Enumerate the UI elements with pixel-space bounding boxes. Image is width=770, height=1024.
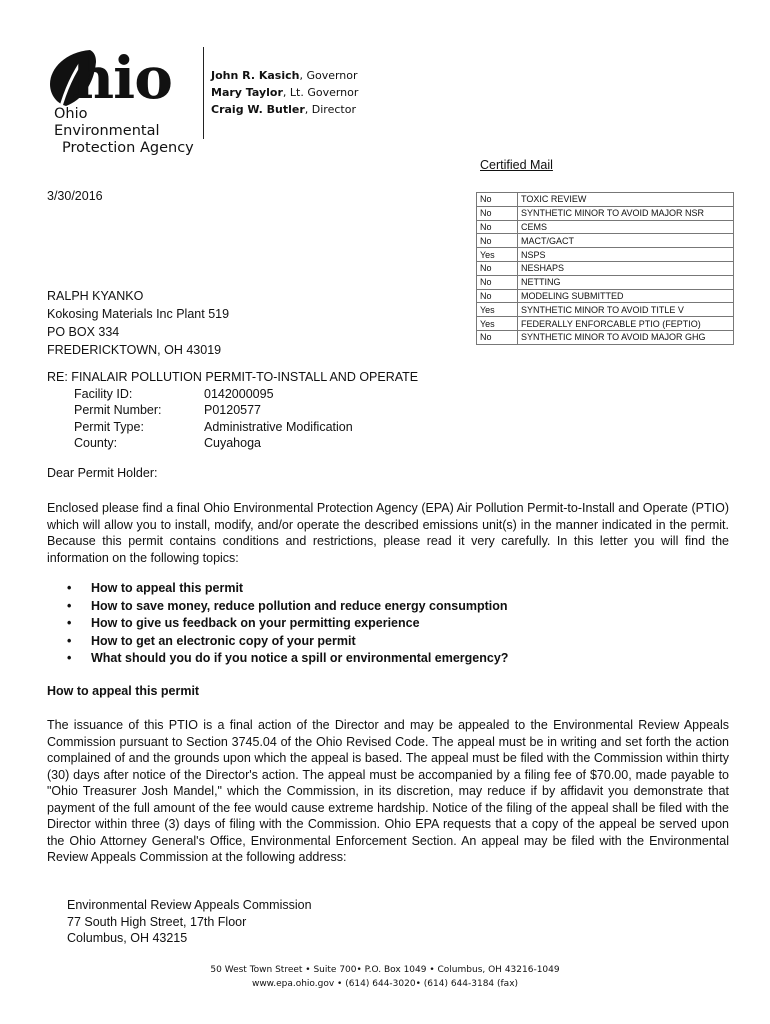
- permit-checklist-table: [476, 192, 734, 345]
- checklist-value: Yes: [477, 303, 518, 317]
- checklist-value: No: [477, 193, 518, 207]
- official-director: Craig W. Butler, Director: [211, 103, 356, 116]
- bullet-icon: •: [67, 633, 72, 648]
- recipient-company: Kokosing Materials Inc Plant 519: [47, 307, 230, 321]
- checklist-row: [477, 206, 734, 220]
- permit-number-value: P0120577: [204, 403, 262, 417]
- checklist-row: [477, 330, 734, 344]
- checklist-row: [477, 275, 734, 289]
- checklist-row: [477, 317, 734, 331]
- checklist-value: No: [477, 261, 518, 275]
- checklist-row: [477, 234, 734, 248]
- permit-type-row: [47, 419, 418, 436]
- topic-text: How to get an electronic copy of your permit: [91, 633, 356, 648]
- checklist-row: [477, 289, 734, 303]
- topic-item: [67, 650, 508, 668]
- permit-number-label: Permit Number:: [74, 403, 162, 417]
- permit-number-row: [47, 402, 418, 419]
- salutation: Dear Permit Holder:: [47, 466, 158, 480]
- bullet-icon: •: [67, 616, 72, 630]
- permit-type-value: Administrative Modification: [204, 419, 353, 434]
- permit-type-label: Permit Type:: [74, 419, 144, 434]
- recipient-address: [47, 287, 229, 359]
- checklist-value: No: [477, 206, 518, 220]
- county-label: County:: [74, 436, 118, 450]
- official-governor: John R. Kasich, Governor: [211, 69, 358, 82]
- re-title: RE: FINALAIR POLLUTION PERMIT-TO-INSTALL AND OPERATE: [47, 370, 419, 384]
- checklist-value: No: [477, 330, 518, 344]
- checklist-row: [477, 303, 734, 317]
- checklist-label: SYNTHETIC MINOR TO AVOID MAJOR NSR: [518, 206, 734, 220]
- bullet-icon: •: [67, 651, 72, 665]
- topic-item: [67, 580, 508, 598]
- checklist-label: NETTING: [518, 275, 734, 289]
- intro-paragraph: Enclosed please find a final Ohio Environmental Protection Agency (EPA) Air Pollution Permit-to-Install and Operate (PTIO) which will allow you to install, modify, and/or operate the described emissions unit(s) in the manner indicated in the permit. Because this permit contains conditions and restrictions, please read it very carefully. In this letter you will find the information on the following topics:: [47, 501, 729, 565]
- facility-id-row: [47, 386, 418, 403]
- checklist-value: No: [477, 234, 518, 248]
- checklist-label: CEMS: [518, 220, 734, 234]
- appeal-heading: How to appeal this permit: [47, 684, 200, 698]
- appeal-paragraph: The issuance of this PTIO is a final action of the Director and may be appealed to the Environmental Review Appeals Commission pursuant to Section 3745.04 of the Ohio Revised Code. The appeal must be in writing and set forth the action complained of and the grounds upon which the appeal is based. The appeal must be filed with the Commission within thirty (30) days after notice of the Director's action. The appeal must be accompanied by a filing fee of $70.00, made payable to "Ohio Treasurer Josh Mandel," which the Commission, in its discretion, may reduce if by affidavit you demonstrate that payment of the full amount of the fee would cause extreme hardship. Notice of the filing of the appeal shall be filed with the Director within three (3) days of filing with the Commission. Ohio EPA requests that a copy of the appeal be served upon the Ohio Attorney General's Office, Environmental Enforcement Section. An appeal may be filed with the Environmental Review Appeals Commission at the following address:: [47, 718, 729, 864]
- checklist-row: [477, 248, 734, 262]
- checklist-value: Yes: [477, 317, 518, 331]
- checklist-label: MACT/GACT: [518, 234, 734, 248]
- county-value: Cuyahoga: [204, 436, 261, 450]
- checklist-label: FEDERALLY ENFORCABLE PTIO (FEPTIO): [518, 317, 734, 331]
- erac-address: [67, 897, 312, 947]
- officials-list: [211, 67, 358, 118]
- topics-list: [67, 580, 508, 668]
- checklist-label: SYNTHETIC MINOR TO AVOID TITLE V: [518, 303, 734, 317]
- page-footer: [0, 963, 770, 991]
- checklist-label: MODELING SUBMITTED: [518, 289, 734, 303]
- topic-text: How to save money, reduce pollution and reduce energy consumption: [91, 598, 508, 613]
- re-block: [47, 369, 418, 452]
- erac-address-line2: 77 South High Street, 17th Floor: [67, 914, 247, 929]
- checklist-row: [477, 261, 734, 275]
- facility-id-value: 0142000095: [204, 386, 274, 401]
- checklist-value: No: [477, 289, 518, 303]
- agency-logo: [44, 44, 194, 156]
- letter-date: 3/30/2016: [47, 189, 103, 203]
- agency-name-line1: Ohio Environmental: [54, 106, 160, 139]
- checklist-label: NSPS: [518, 248, 734, 262]
- checklist-value: No: [477, 220, 518, 234]
- topic-item: [67, 615, 508, 633]
- topic-text: What should you do if you notice a spill or environmental emergency?: [91, 651, 509, 665]
- footer-address: 50 West Town Street • Suite 700• P.O. Box 1049 • Columbus, OH 43216-1049: [210, 965, 560, 975]
- recipient-po-box: PO BOX 334: [47, 325, 120, 339]
- topic-item: [67, 598, 508, 616]
- agency-name: [54, 106, 194, 157]
- checklist-label: SYNTHETIC MINOR TO AVOID MAJOR GHG: [518, 330, 734, 344]
- county-row: [47, 435, 418, 452]
- header-divider: [203, 47, 204, 139]
- recipient-name: RALPH KYANKO: [47, 289, 144, 303]
- logo-wordmark: hio: [72, 44, 172, 112]
- topic-text: How to give us feedback on your permitting experience: [91, 616, 420, 630]
- footer-contact: www.epa.ohio.gov • (614) 644-3020• (614) 644-3184 (fax): [251, 979, 519, 989]
- bullet-icon: •: [67, 581, 72, 595]
- topic-text: How to appeal this permit: [91, 581, 244, 595]
- checklist-label: NESHAPS: [518, 261, 734, 275]
- erac-address-line1: Environmental Review Appeals Commission: [67, 898, 312, 912]
- checklist-label: TOXIC REVIEW: [518, 193, 734, 207]
- checklist-row: [477, 220, 734, 234]
- official-lt-governor: Mary Taylor, Lt. Governor: [211, 86, 359, 99]
- topic-item: [67, 633, 508, 651]
- checklist-row: [477, 193, 734, 207]
- recipient-city: FREDERICKTOWN, OH 43019: [47, 343, 222, 357]
- bullet-icon: •: [67, 598, 72, 613]
- certified-mail-label: Certified Mail: [480, 158, 553, 172]
- erac-address-line3: Columbus, OH 43215: [67, 931, 188, 945]
- agency-name-line2: Protection Agency: [62, 140, 194, 156]
- facility-id-label: Facility ID:: [74, 386, 133, 401]
- checklist-value: No: [477, 275, 518, 289]
- checklist-value: Yes: [477, 248, 518, 262]
